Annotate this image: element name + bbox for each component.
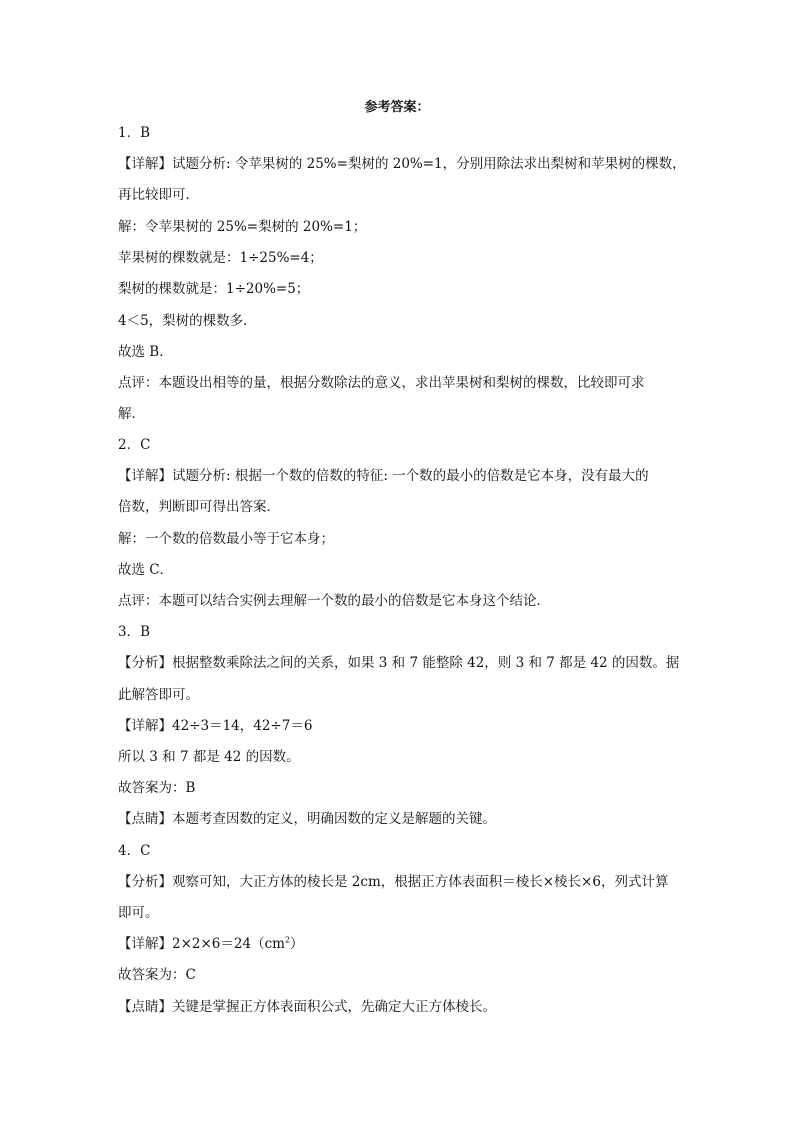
answer-4-tip: 【点睛】关键是掌握正方体表面积公式，先确定大正方体棱长。: [118, 999, 496, 1015]
answer-1-choose: 故选 B．: [118, 344, 173, 360]
answer-1-solution-line1: 解：令苹果树的 25%=梨树的 20%=1；: [118, 219, 367, 235]
answer-4-detail-text: 【详解】2×2×6＝24（cm: [118, 936, 285, 952]
answer-1-choice: 1．B: [118, 125, 151, 141]
answer-4-analysis-line2: 即可。: [118, 905, 159, 921]
answer-3-conclusion: 所以 3 和 7 都是 42 的因数。: [118, 749, 300, 765]
answer-1-comment-line2: 解．: [118, 406, 145, 422]
superscript-2: 2: [284, 935, 291, 945]
answer-2-solution: 解：一个数的倍数最小等于它本身；: [118, 531, 334, 547]
answer-3-detail: 【详解】42÷3＝14，42÷7＝6: [118, 718, 313, 734]
answer-2-comment: 点评：本题可以结合实例去理解一个数的最小的倍数是它本身这个结论．: [118, 593, 550, 609]
answer-1-solution-line3: 梨树的棵数就是：1÷20%=5；: [118, 281, 310, 297]
answer-3-result: 故答案为：B: [118, 780, 196, 796]
answer-4-analysis-line1: 【分析】观察可知，大正方体的棱长是 2cm，根据正方体表面积＝棱长×棱长×6，列式计算: [118, 874, 669, 890]
answer-4-result: 故答案为：C: [118, 967, 196, 983]
close-paren: ）: [290, 936, 304, 952]
answer-4-choice: 4．C: [118, 843, 151, 859]
answer-1-solution-line4: 4＜5，梨树的棵数多．: [118, 313, 257, 329]
page-title: 参考答案：: [364, 100, 430, 115]
answer-1-comment-line1: 点评：本题设出相等的量，根据分数除法的意义，求出苹果树和梨树的棵数，比较即可求: [118, 375, 645, 391]
answer-3-analysis-line2: 此解答即可。: [118, 687, 199, 703]
answer-2-detail-line1: 【详解】试题分析: 根据一个数的倍数的特征: 一个数的最小的倍数是它本身，没有最大的: [118, 468, 649, 484]
answer-2-choice: 2．C: [118, 437, 151, 453]
answer-2-choose: 故选 C．: [118, 562, 174, 578]
answer-1-solution-line2: 苹果树的棵数就是：1÷25%=4；: [118, 250, 323, 266]
answer-3-choice: 3．B: [118, 624, 151, 640]
answer-3-tip: 【点睛】本题考查因数的定义，明确因数的定义是解题的关键。: [118, 811, 496, 827]
answer-2-detail-line2: 倍数，判断即可得出答案．: [118, 499, 280, 515]
answer-1-detail-line1: 【详解】试题分析: 令苹果树的 25%=梨树的 20%=1，分别用除法求出梨树和苹果树的棵数，: [118, 156, 686, 172]
answer-3-analysis-line1: 【分析】根据整数乘除法之间的关系，如果 3 和 7 能整除 42，则 3 和 7 都是 42 的因数。据: [118, 655, 680, 671]
answer-1-detail-line2: 再比较即可．: [118, 187, 199, 203]
answer-4-detail: [118, 935, 688, 953]
